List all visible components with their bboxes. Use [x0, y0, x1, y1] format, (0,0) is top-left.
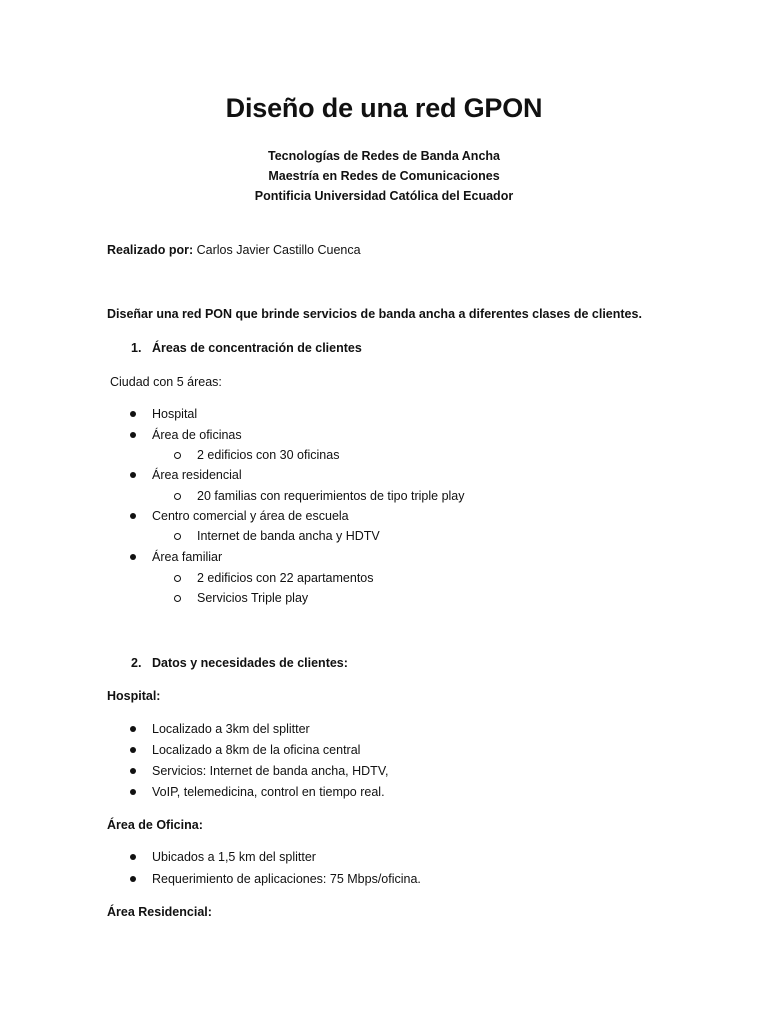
office-heading: Área de Oficina:	[107, 818, 203, 832]
author-name: Carlos Javier Castillo Cuenca	[196, 243, 361, 257]
section1-lead: Ciudad con 5 áreas:	[110, 375, 222, 389]
list-item: Centro comercial y área de escuela	[152, 509, 349, 523]
bullet-circle-icon	[174, 493, 181, 500]
list-item: Requerimiento de aplicaciones: 75 Mbps/oficina.	[152, 872, 421, 886]
bullet-dot-icon	[130, 747, 136, 753]
sub-list-item: 2 edificios con 22 apartamentos	[197, 571, 374, 585]
list-item: Área familiar	[152, 550, 223, 564]
hospital-heading: Hospital:	[107, 689, 161, 703]
document-title: Diseño de una red GPON	[225, 93, 543, 123]
bullet-dot-icon	[130, 726, 136, 732]
bullet-dot-icon	[130, 876, 136, 882]
list-item: Hospital	[152, 407, 198, 421]
subtitle-course: Tecnologías de Redes de Banda Ancha	[267, 149, 500, 163]
intro-statement: Diseñar una red PON que brinde servicios de banda ancha a diferentes clases de clientes.	[107, 307, 642, 321]
bullet-dot-icon	[130, 472, 136, 478]
list-item: Localizado a 3km del splitter	[152, 722, 310, 736]
sub-list-item: 20 familias con requerimientos de tipo triple play	[197, 489, 465, 503]
section1-number: 1.	[131, 341, 142, 355]
sub-list-item: Internet de banda ancha y HDTV	[197, 529, 380, 543]
bullet-circle-icon	[174, 452, 181, 459]
list-item: Área residencial	[152, 468, 242, 482]
bullet-dot-icon	[130, 554, 136, 560]
bullet-dot-icon	[130, 513, 136, 519]
residential-heading: Área Residencial:	[107, 905, 212, 919]
list-item: VoIP, telemedicina, control en tiempo real.	[152, 785, 385, 799]
bullet-dot-icon	[130, 768, 136, 774]
subtitle-program: Maestría en Redes de Comunicaciones	[268, 169, 500, 183]
author-line	[107, 243, 361, 257]
sub-list-item: Servicios Triple play	[197, 591, 309, 605]
author-label: Realizado por:	[107, 243, 194, 257]
bullet-dot-icon	[130, 854, 136, 860]
bullet-dot-icon	[130, 411, 136, 417]
section1-heading: Áreas de concentración de clientes	[152, 341, 362, 355]
bullet-dot-icon	[130, 432, 136, 438]
bullet-circle-icon	[174, 575, 181, 582]
sub-list-item: 2 edificios con 30 oficinas	[197, 448, 340, 462]
list-item: Ubicados a 1,5 km del splitter	[152, 850, 316, 864]
list-item: Área de oficinas	[152, 428, 242, 442]
bullet-circle-icon	[174, 533, 181, 540]
bullet-dot-icon	[130, 789, 136, 795]
subtitle-university: Pontificia Universidad Católica del Ecuador	[254, 189, 514, 203]
section2-heading: Datos y necesidades de clientes:	[152, 656, 348, 670]
bullet-circle-icon	[174, 595, 181, 602]
list-item: Servicios: Internet de banda ancha, HDTV,	[152, 764, 389, 778]
list-item: Localizado a 8km de la oficina central	[152, 743, 361, 757]
section2-number: 2.	[131, 656, 142, 670]
